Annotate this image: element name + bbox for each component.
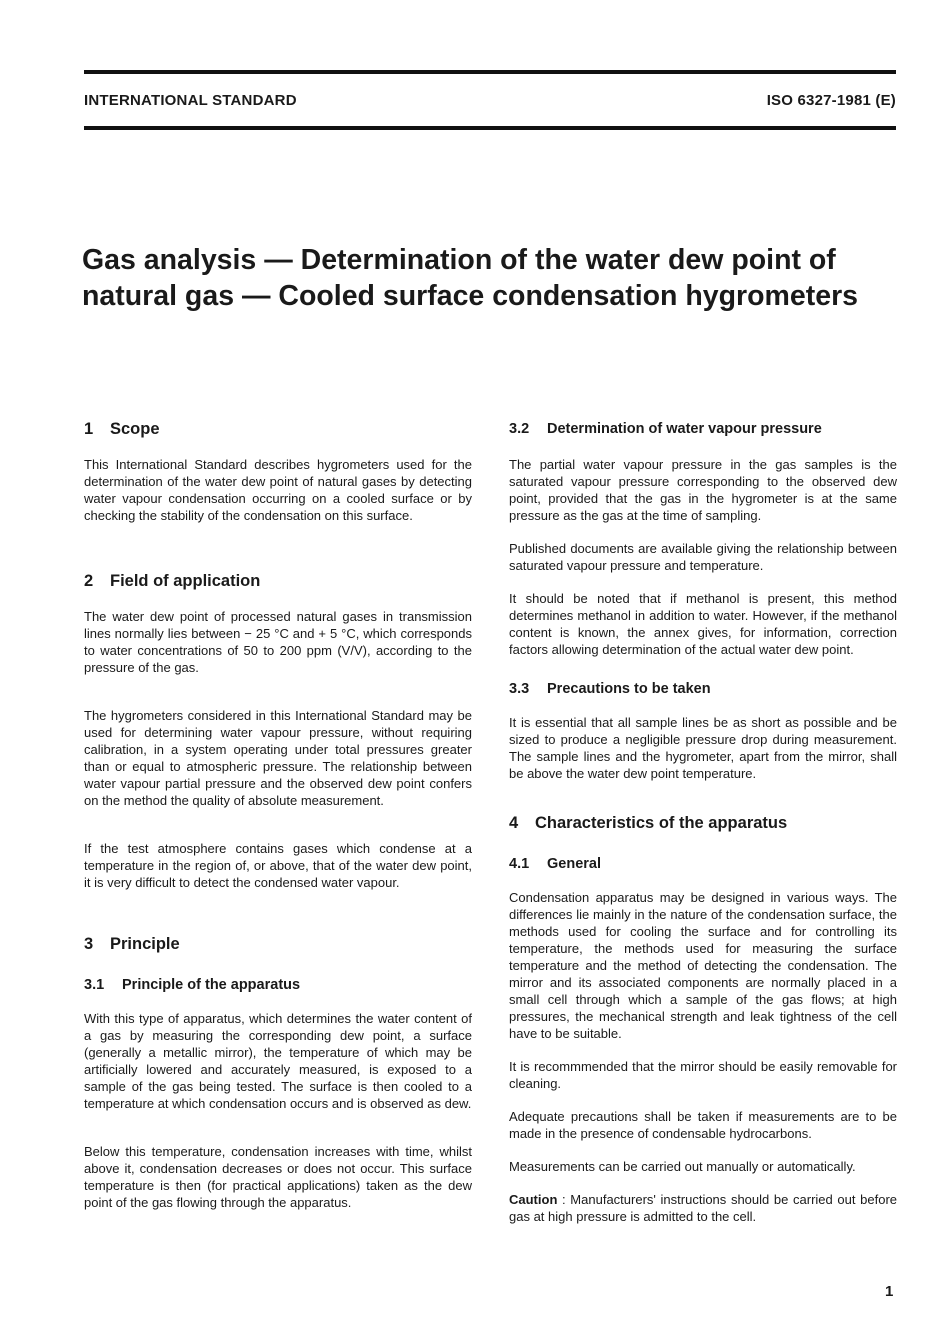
section-3-3-heading xyxy=(509,678,897,700)
title-line-2: natural gas — Cooled surface condensation hygrometers xyxy=(82,280,859,312)
field-paragraph-3: If the test atmosphere contains gases which condense at a temperature in the region of, or above, that of the water dew point, it is very difficult to detect the condensed water vapour. xyxy=(84,841,472,890)
section-title: Determination of water vapour pressure xyxy=(547,421,822,437)
section-title: Principle of the apparatus xyxy=(122,977,301,993)
section-1-heading xyxy=(84,418,472,440)
section-number: 4 xyxy=(509,814,519,832)
vapour-pressure-paragraph-3: It should be noted that if methanol is present, this method determines methanol in addition to water. However, if the methanol content is known, the annex gives, for information, correction factors allowing determination of the actual water dew point. xyxy=(509,591,897,657)
header-standard-number: ISO 6327-1981 (E) xyxy=(766,92,896,109)
vapour-pressure-paragraph-1: The partial water vapour pressure in the gas samples is the saturated vapour pressure corresponding to the observed dew point, provided that the gas in the hygrometer is at the same pressure as the gas at the time of sampling. xyxy=(509,457,897,523)
top-rule xyxy=(84,70,896,74)
right-column xyxy=(509,418,897,1225)
section-3-1-heading xyxy=(84,974,472,996)
section-title: Principle xyxy=(110,935,180,953)
general-paragraph-1: Condensation apparatus may be designed in various ways. The differences lie mainly in the nature of the condensation surface, the methods used for cooling the surface and for controlling its temperature, the methods used for measuring the surface temperature and the method of detecting the condensation. The mirror and its associated components are normally placed in a small cell through which a sample of the gas flows; at high pressures, the mechanical strength and leak tightness of the cell have to be suitable. xyxy=(509,890,897,1041)
section-3-heading xyxy=(84,933,472,955)
header-standard-label: INTERNATIONAL STANDARD xyxy=(84,92,297,109)
document-title xyxy=(82,242,882,314)
section-number: 2 xyxy=(84,572,94,590)
general-paragraph-4: Measurements can be carried out manually or automatically. xyxy=(509,1159,856,1174)
title-line-1: Gas analysis — Determination of the water dew point of xyxy=(82,244,836,276)
general-paragraph-2: It is recommmended that the mirror should be easily removable for cleaning. xyxy=(509,1059,897,1091)
section-number: 3 xyxy=(84,935,94,953)
field-paragraph-1: The water dew point of processed natural gases in transmission lines normally lies between − 25 °C and + 5 °C, which corresponds to water concentrations of 50 to 200 ppm (V/V), according to the pressure of the gas. xyxy=(84,609,472,675)
scope-paragraph: This International Standard describes hygrometers used for the determination of the water dew point of natural gases by detecting water vapour condensation occurring on a cooled surface or by checking the stability of the condensation on this surface. xyxy=(84,457,472,523)
section-3-2-heading xyxy=(509,418,897,440)
section-title: Precautions to be taken xyxy=(547,681,711,697)
caution-label: Caution xyxy=(509,1192,558,1207)
field-paragraph-2: The hygrometers considered in this International Standard may be used for determining water vapour pressure, without requiring calibration, in a system operating under total pressures greater than or equal to atmospheric pressure. The relationship between water vapour partial pressure and the observed dew point confers on the method the quality of absolute measurement. xyxy=(84,708,472,808)
vapour-pressure-paragraph-2: Published documents are available giving the relationship between saturated vapour pressure and temperature. xyxy=(509,541,897,573)
header-bottom-rule xyxy=(84,126,896,130)
section-2-heading xyxy=(84,570,472,592)
precautions-paragraph: It is essential that all sample lines be as short as possible and be sized to produce a negligible pressure drop during measurement. The sample lines and the hygrometer, apart from the mirror, shall be above the water dew point temperature. xyxy=(509,715,897,781)
section-title: Characteristics of the apparatus xyxy=(535,814,788,832)
section-4-heading xyxy=(509,812,897,834)
caution-text: : Manufacturers' instructions should be carried out before gas at high pressure is admitted to the cell. xyxy=(509,1192,897,1224)
general-paragraph-3: Adequate precautions shall be taken if measurements are to be made in the presence of condensable hydrocarbons. xyxy=(509,1109,897,1141)
principle-paragraph-1: With this type of apparatus, which determines the water content of a gas by measuring the corresponding dew point, a surface (generally a metallic mirror), the temperature of which may be artificially lowered and accurately measured, is exposed to a sample of the gas being tested. The surface is then cooled to a temperature at which condensation occurs and is observed as dew. xyxy=(84,1011,472,1111)
principle-paragraph-2: Below this temperature, condensation increases with time, whilst above it, condensation decreases or does not occur. This surface temperature is then (for practical applications) taken as the dew point of the gas flowing through the apparatus. xyxy=(84,1144,472,1210)
section-number: 1 xyxy=(84,420,94,438)
left-column xyxy=(84,418,472,1211)
section-number: 3.3 xyxy=(509,681,530,697)
section-number: 3.2 xyxy=(509,421,530,437)
page-number: 1 xyxy=(885,1283,894,1300)
section-title: Scope xyxy=(110,420,160,438)
section-title: General xyxy=(547,856,601,872)
caution-paragraph xyxy=(509,1191,897,1225)
section-number: 4.1 xyxy=(509,856,530,872)
section-title: Field of application xyxy=(110,572,261,590)
section-number: 3.1 xyxy=(84,977,105,993)
section-4-1-heading xyxy=(509,853,897,875)
